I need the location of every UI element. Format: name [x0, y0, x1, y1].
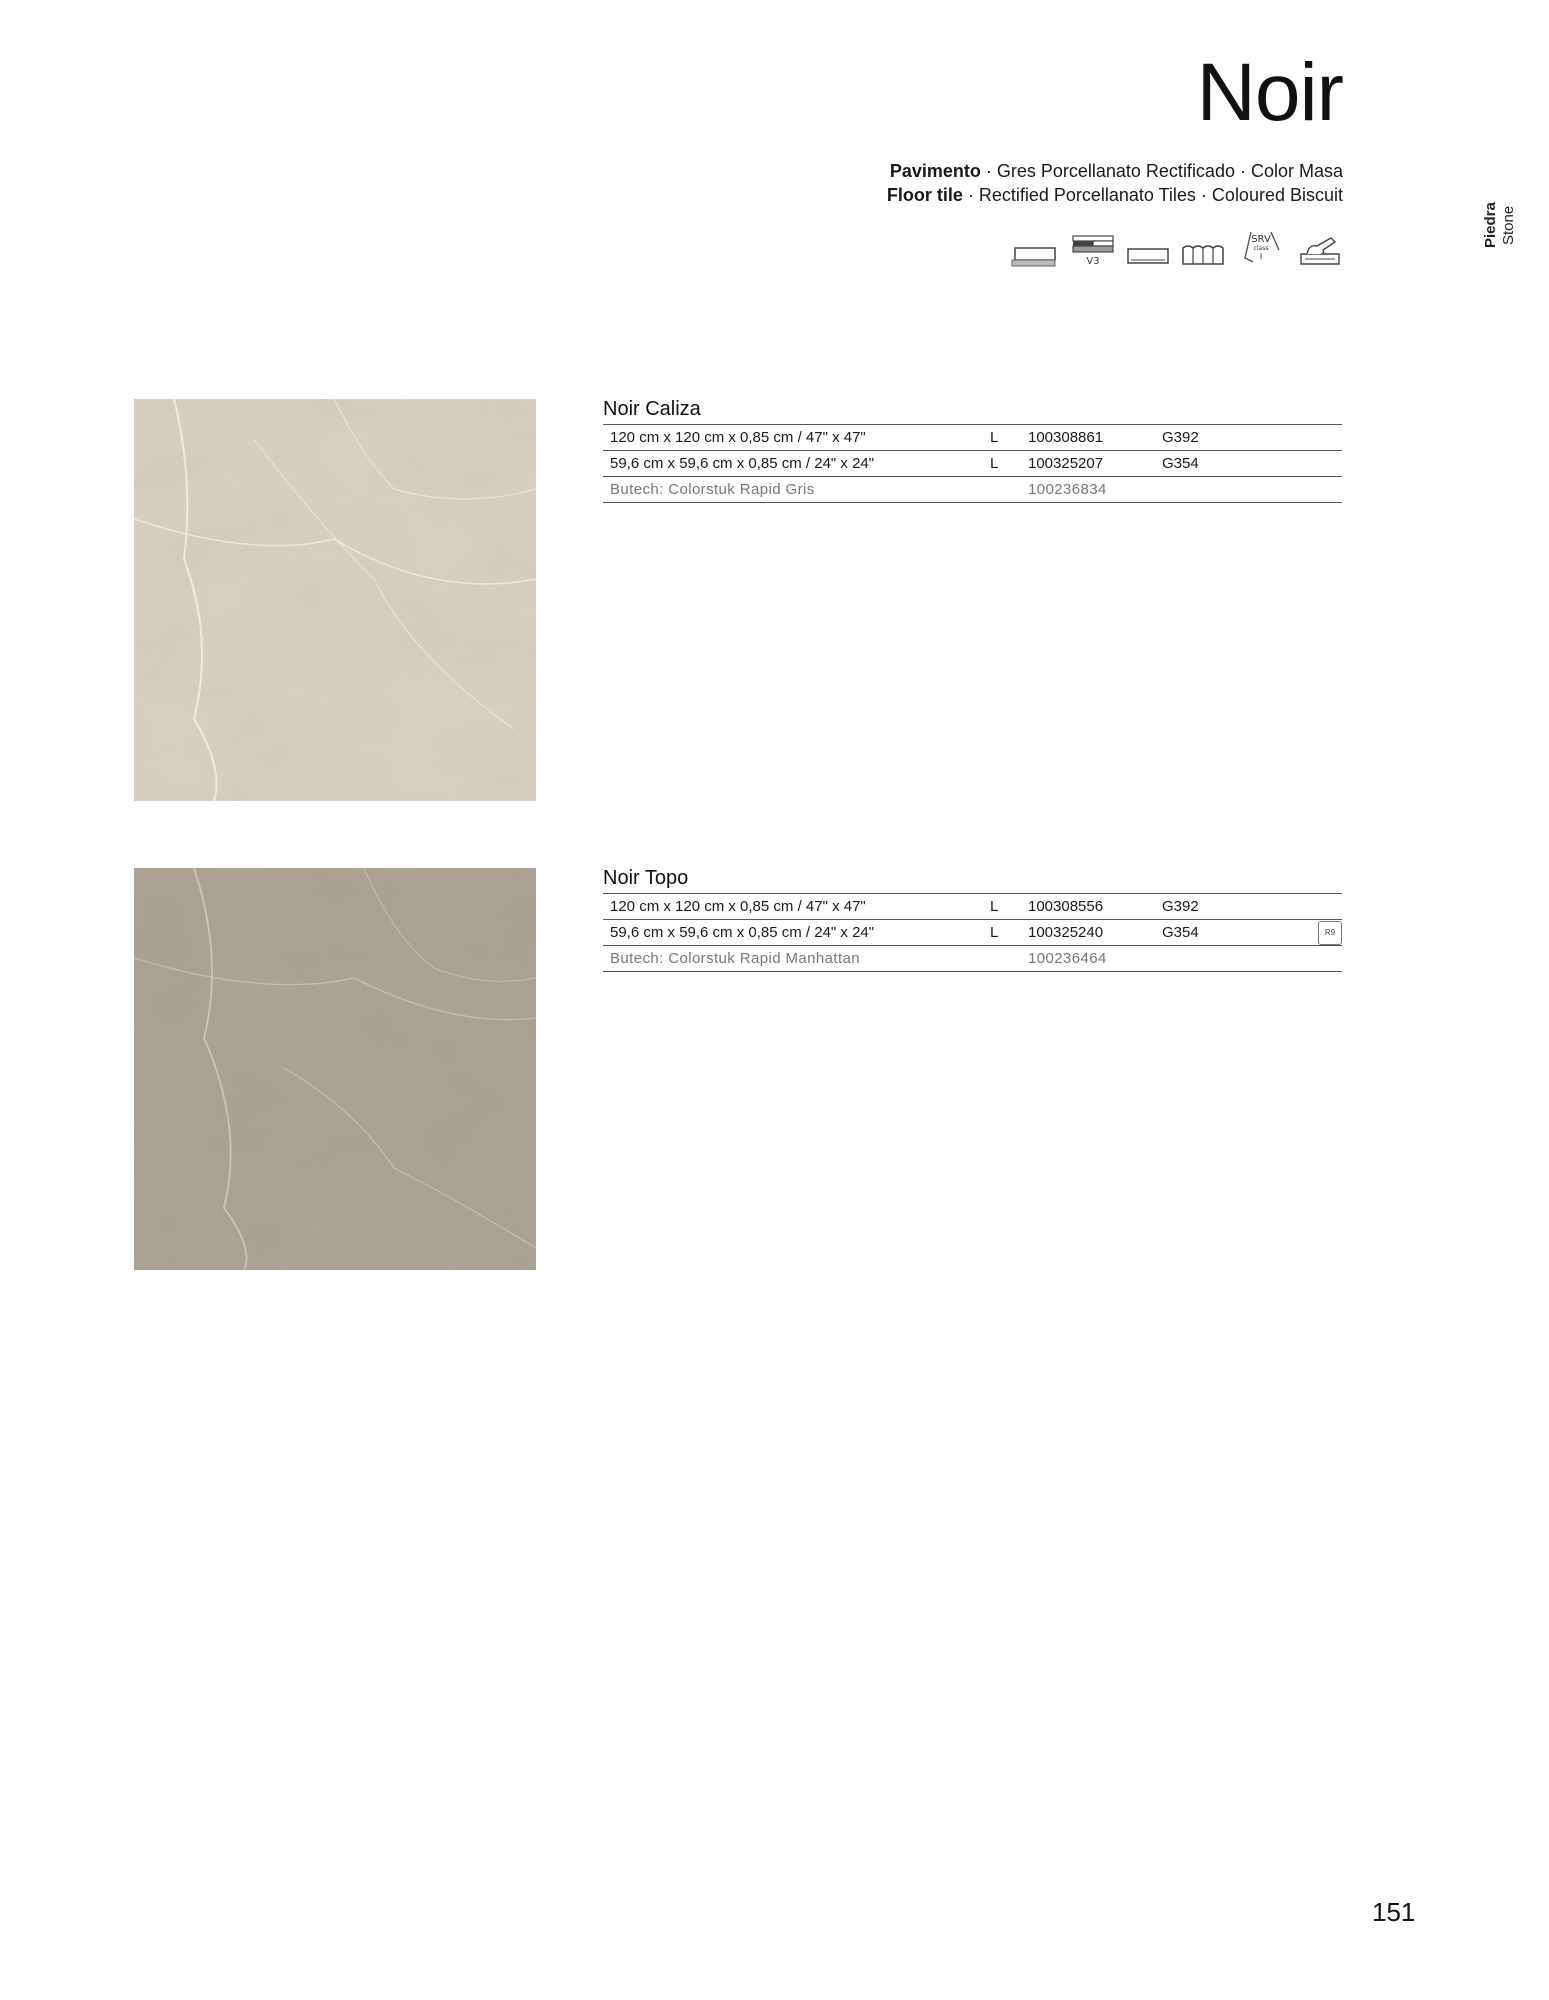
product-name: Noir Caliza [603, 398, 701, 420]
page-title: Noir [1196, 47, 1343, 138]
finish-cell: L [990, 425, 1028, 451]
code-cell: 100325240 [1028, 920, 1162, 946]
category-side-label [1480, 190, 1538, 250]
product-noir-topo [603, 863, 1342, 972]
grout-label: Butech: Colorstuk Rapid Manhattan [603, 946, 990, 972]
subtitle-english-rest: · Rectified Porcellanato Tiles · Coloured Biscuit [962, 185, 1343, 205]
subtitle-english-bold: Floor tile [886, 185, 963, 205]
tile-image-noir-topo [134, 868, 536, 1270]
product-name: Noir Topo [603, 867, 689, 889]
size-cell: 120 cm x 120 cm x 0,85 cm / 47" x 47" [603, 894, 990, 920]
finish-cell: L [990, 894, 1028, 920]
size-cell: 59,6 cm x 59,6 cm x 0,85 cm / 24" x 24" [603, 451, 990, 477]
cleaning-icon [1297, 234, 1343, 268]
badge-cell [1312, 425, 1342, 451]
group-cell: G392 [1162, 894, 1312, 920]
finish-cell: L [990, 920, 1028, 946]
product-noir-caliza [603, 394, 1342, 503]
table-row [603, 920, 1342, 946]
table-row [603, 425, 1342, 451]
code-cell: 100325207 [1028, 451, 1162, 477]
page-number: 151 [1372, 1897, 1416, 1927]
tile-image-noir-caliza [134, 399, 536, 801]
srv-class-number: I [1259, 252, 1263, 261]
badge-cell [1312, 894, 1342, 920]
table-row [603, 894, 1342, 920]
subtitle-spanish-rest: · Gres Porcellanato Rectificado · Color Masa [980, 161, 1343, 181]
group-cell: G392 [1162, 425, 1312, 451]
subtitle-spanish [890, 162, 1343, 180]
category-label-en: Stone [1500, 205, 1517, 245]
category-label-es: Piedra [1482, 202, 1499, 248]
feature-icons [1011, 228, 1343, 268]
grout-code: 100236464 [1028, 946, 1162, 972]
slip-resistance-badge: R9 [1318, 921, 1342, 945]
grout-row [603, 946, 1342, 972]
subtitle-spanish-bold: Pavimento [889, 161, 981, 181]
product-spec-table [603, 893, 1342, 972]
wall-floor-icon [1181, 242, 1225, 268]
srv-label: SRV [1251, 234, 1271, 245]
tile-texture [134, 399, 536, 801]
size-cell: 59,6 cm x 59,6 cm x 0,85 cm / 24" x 24" [603, 920, 990, 946]
code-cell: 100308861 [1028, 425, 1162, 451]
subtitle-english [887, 186, 1343, 204]
table-row [603, 451, 1342, 477]
tile-thickness-icon [1011, 244, 1059, 268]
grout-code: 100236834 [1028, 477, 1162, 503]
product-spec-table [603, 424, 1342, 503]
code-cell: 100308556 [1028, 894, 1162, 920]
finish-cell: L [990, 451, 1028, 477]
srv-class-label: class [1253, 245, 1269, 252]
grout-label: Butech: Colorstuk Rapid Gris [603, 477, 990, 503]
size-cell: 120 cm x 120 cm x 0,85 cm / 47" x 47" [603, 425, 990, 451]
srv-class-icon [1237, 228, 1285, 268]
shade-variation-label: V3 [1086, 256, 1100, 267]
badge-cell [1312, 920, 1342, 946]
group-cell: G354 [1162, 451, 1312, 477]
grout-row [603, 477, 1342, 503]
rectified-edge-icon [1127, 244, 1169, 268]
badge-cell [1312, 451, 1342, 477]
tile-texture [134, 868, 536, 1270]
shade-variation-icon [1071, 232, 1115, 268]
group-cell: G354 [1162, 920, 1312, 946]
